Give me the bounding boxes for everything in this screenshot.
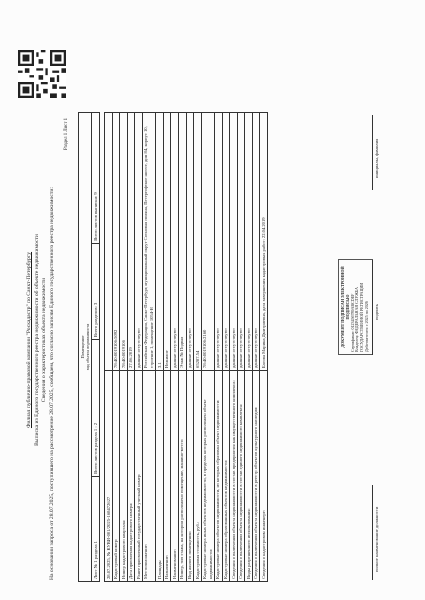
- row-label: Вид жилого помещения:: [186, 370, 194, 581]
- row-label: Кадастровый номер:: [112, 370, 120, 581]
- row-label: Кадастровые номера объектов недвижимости, из которых образован объект недвижимости:: [214, 370, 222, 581]
- table-row: [252, 113, 260, 582]
- table-row: [237, 113, 245, 582]
- row-label: Номер, тип этажа, на котором расположено помещение, машино-место:: [178, 370, 186, 581]
- row-value: данные отсутствуют: [222, 113, 230, 371]
- section-sheet: Лист № 1 раздела 1: [92, 476, 100, 581]
- row-label: Сведения о включении объекта недвижимости в состав предприятия как имущественного комплекса:: [230, 370, 238, 581]
- row-value: 78:40:0019106: [120, 113, 128, 371]
- table-row: [127, 113, 135, 582]
- row-label: Номер кадастрового квартала:: [120, 370, 128, 581]
- table-row: [230, 113, 238, 582]
- row-label: Назначение:: [163, 370, 171, 581]
- header-line3: Сведения о характеристиках объекта недвижимости: [41, 277, 47, 403]
- row-label: Кадастровая стоимость, руб.:: [194, 370, 202, 581]
- table-row: [178, 113, 186, 582]
- table-row: [142, 113, 155, 582]
- rotated-content: [20, 90, 400, 590]
- position-label: полное наименование должности: [374, 506, 379, 572]
- row-label: Сведения о включении объекта недвижимости в реестр объектов культурного наследия:: [252, 370, 260, 581]
- stamp-title: ДОКУМЕНТ ПОДПИСАН ЭЛЕКТРОННОЙ ПОДПИСЬЮ: [340, 266, 350, 348]
- total-sheets: Всего листов выписки: 9: [92, 113, 100, 244]
- header-line2: Выписка из Единого государственного реестра недвижимости об объекте недвижимости: [33, 234, 40, 446]
- signature-label: подпись: [374, 303, 379, 320]
- row-value: данные отсутствуют: [135, 113, 143, 371]
- row-label: 28.07.2025, № КУВИ-001/2025-168472627: [105, 370, 113, 581]
- row-label: Виды разрешенного использования:: [245, 370, 253, 581]
- row-value: 78:40:0019106:2160: [201, 113, 214, 371]
- row-value: 27.06.2019: [127, 113, 135, 371]
- row-value: данные отсутствуют: [237, 113, 245, 371]
- row-label: Площадь:: [156, 370, 164, 581]
- row-label: Сведения о включении объекта недвижимости в состав единого недвижимого комплекса:: [237, 370, 245, 581]
- row-value: 78:40:0019106:5092: [112, 113, 120, 371]
- row-label: Кадастровые номера иных объектов недвижимости, в пределах которых расположен объект недвижимости:: [201, 370, 214, 581]
- table-row: [135, 113, 143, 582]
- row-value: данные отсутствуют: [214, 113, 222, 371]
- object-type-sub: вид объекта недвижимости: [85, 323, 91, 371]
- header-table: [78, 112, 100, 582]
- row-value: Нежилое: [163, 113, 171, 371]
- table-row: [186, 113, 194, 582]
- stamp-line3: Действителен: с 2025 по 2026: [363, 301, 369, 352]
- table-row: [222, 113, 230, 582]
- row-value: данные отсутствуют: [230, 113, 238, 371]
- row-value: данные отсутствуют: [186, 113, 194, 371]
- table-row: [112, 113, 120, 582]
- header-request: На основании запроса от 28.07.2025, поступившего на рассмотрение 28.07.2025, сообщаем, что согласно записям Единого государственного реестра недвижимости:: [48, 187, 55, 580]
- total-sheets-section: Всего листов раздела 1 : 2: [92, 340, 100, 477]
- table-row: [120, 113, 128, 582]
- table-row: [156, 113, 164, 582]
- table-row: [105, 113, 113, 582]
- table-row: [194, 113, 202, 582]
- row-value: Этаж № Подвал: [178, 113, 186, 371]
- row-label: Кадастровые номера образованных объектов недвижимости:: [222, 370, 230, 581]
- electronic-signature-stamp: [338, 259, 373, 355]
- table-row: [245, 113, 253, 582]
- page-label: Раздел 1 Лист 1: [64, 117, 69, 150]
- table-row: [214, 113, 222, 582]
- row-label: Местоположение:: [142, 370, 155, 581]
- row-value: данные отсутствуют: [252, 113, 260, 371]
- total-sections: Всего разделов: 3: [92, 243, 100, 339]
- stamp-line2: Владелец: ФЕДЕРАЛЬНАЯ СЛУЖБА ГОСУДАРСТВЕННОЙ РЕГИСТРАЦИИ: [354, 282, 365, 352]
- header-line1: Филиал публично-правовой компании "Роскадастр" по Санкт-Петербургу: [26, 251, 32, 429]
- properties-table: [104, 112, 268, 582]
- row-label: Наименование:: [171, 370, 179, 581]
- table-row: [163, 113, 171, 582]
- row-label: Сведения о кадастровом инженере:: [260, 370, 268, 581]
- row-label: Ранее присвоенный государственный учетный номер:: [135, 370, 143, 581]
- row-label: Дата присвоения кадастрового номера:: [127, 370, 135, 581]
- row-value: Батова Марина Дмитриевна, дата завершения кадастровых работ: 22.04.2019: [260, 113, 268, 371]
- row-value: данные отсутствуют: [245, 113, 253, 371]
- row-value: 3.1: [156, 113, 164, 371]
- object-type: Помещение: [79, 335, 85, 359]
- stamp-line1: Сертификат: 0123456789ABCDEF: [349, 293, 355, 352]
- row-value: [105, 113, 113, 371]
- row-value: Российская Федерация, Санкт-Петербург, муниципальный округ Сосновая поляна, Петергофское шоссе, дом 84, корпус 10, строение 1, помещение 1054-Н: [142, 113, 155, 371]
- table-row: [201, 113, 214, 582]
- row-value: 65287.54: [194, 113, 202, 371]
- table-row: [171, 113, 179, 582]
- name-label: инициалы, фамилия: [374, 138, 379, 178]
- row-value: данные отсутствуют: [171, 113, 179, 371]
- table-row: [260, 113, 268, 582]
